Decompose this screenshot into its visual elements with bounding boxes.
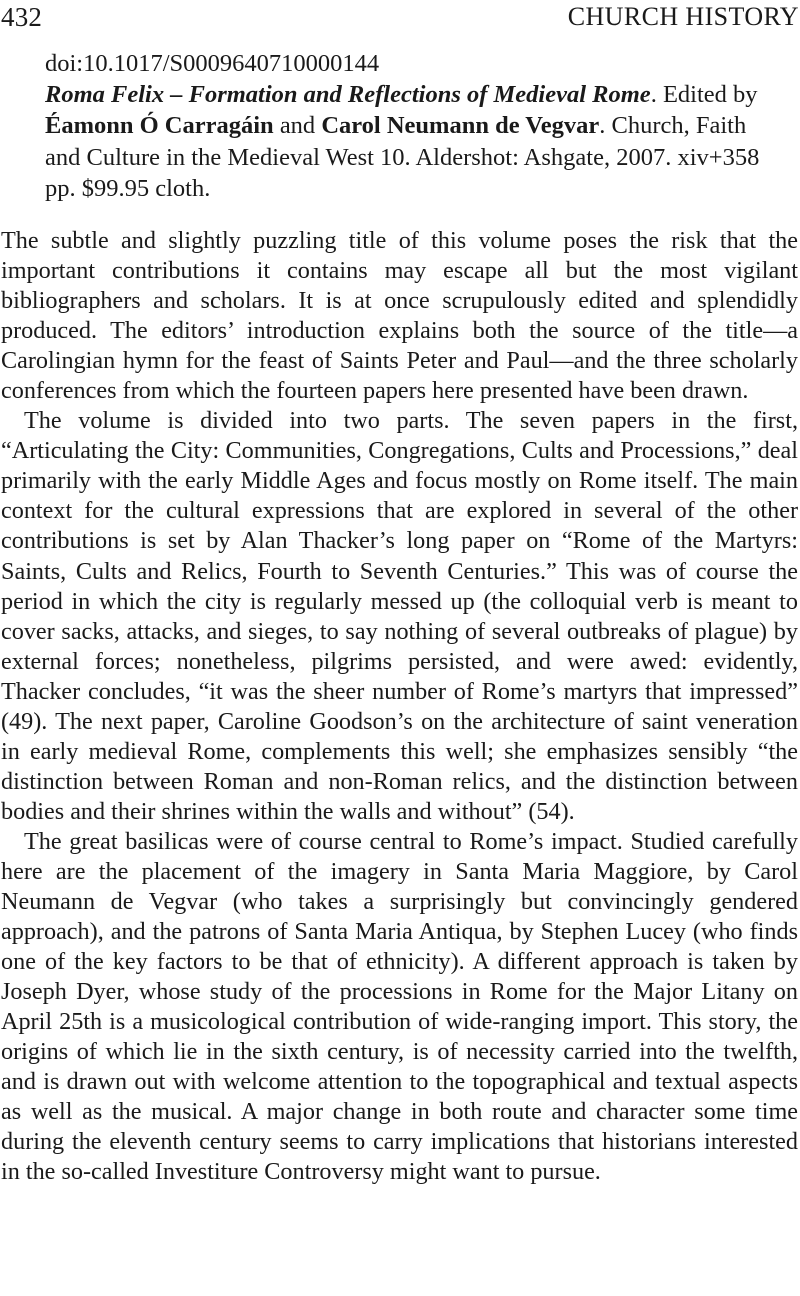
editor-conjunction: and <box>273 112 322 140</box>
book-citation <box>45 48 785 204</box>
review-paragraph: The subtle and slightly puzzling title of this volume poses the risk that the important contributions it contains may escape all but the most vigilant bibliographers and scholars. It is at once scrupulously edited and splendidly produced. The editors’ introduction explains both the source of the title—a Carolingian hymn for the feast of Saints Peter and Paul—and the three scholarly conferences from which the fourteen papers here presented have been drawn. <box>1 227 798 405</box>
running-head <box>0 0 800 44</box>
review-paragraph: The great basilicas were of course central to Rome’s impact. Studied carefully here are the placement of the imagery in Santa Maria Maggiore, by Carol Neumann de Vegvar (who takes a surprisingly but convincingly gendered approach), and the patrons of Santa Maria Antiqua, by Stephen Lucey (who finds one of the key factors to be that of ethnicity). A different approach is taken by Joseph Dyer, whose study of the processions in Rome for the Major Litany on April 25th is a musicological contribution of wide-ranging import. This story, the origins of which lie in the sixth century, is of necessity carried into the twelfth, and is drawn out with welcome attention to the topographical and textual aspects as well as the musical. A major change in both route and character some time during the eleventh century seems to carry implications that historians interested in the so-called Investiture Controversy might want to pursue. <box>1 827 798 1186</box>
review-text <box>1 226 798 1188</box>
review-paragraph: The volume is divided into two parts. The seven papers in the first, “Articulating the City: Communities, Congregations, Cults and Processions,” deal primarily with the early Middle Ages and focus mostly on Rome itself. The main context for the cultural expressions that are explored in several of the other contributions is set by Alan Thacker’s long paper on “Rome of the Martyrs: Saints, Cults and Relics, Fourth to Seventh Centuries.” This was of course the period in which the city is regularly messed up (the colloquial verb is meant to cover sacks, attacks, and sieges, to say nothing of several outbreaks of plague) by external forces; nonetheless, pilgrims persisted, and were awed: evidently, Thacker concludes, “it was the sheer number of Rome’s martyrs that impressed” (49). The next paper, Caroline Goodson’s on the architecture of saint veneration in early medieval Rome, complements this well; she emphasizes sensibly “the distinction between Roman and non-Roman relics, and the distinction between bodies and their shrines within the walls and without” (54). <box>1 407 798 825</box>
book-reference <box>45 79 785 204</box>
journal-name: CHURCH HISTORY <box>567 2 799 31</box>
imprint-details: . Church, Faith and Culture in the Medieval West 10. Aldershot: Ashgate, 2007. xiv+358 pp. $99.95 cloth. <box>45 112 760 202</box>
editor-name-primary: Éamonn Ó Carragáin <box>45 112 274 140</box>
editor-name-secondary: Carol Neumann de Vegvar <box>321 112 600 140</box>
book-title: Roma Felix – Formation and Reflections of Medieval Rome <box>45 81 651 109</box>
page-number: 432 <box>1 2 43 32</box>
doi-line: doi:10.1017/S0009640710000144 <box>45 50 380 77</box>
edited-by-text: . Edited by <box>650 81 758 109</box>
